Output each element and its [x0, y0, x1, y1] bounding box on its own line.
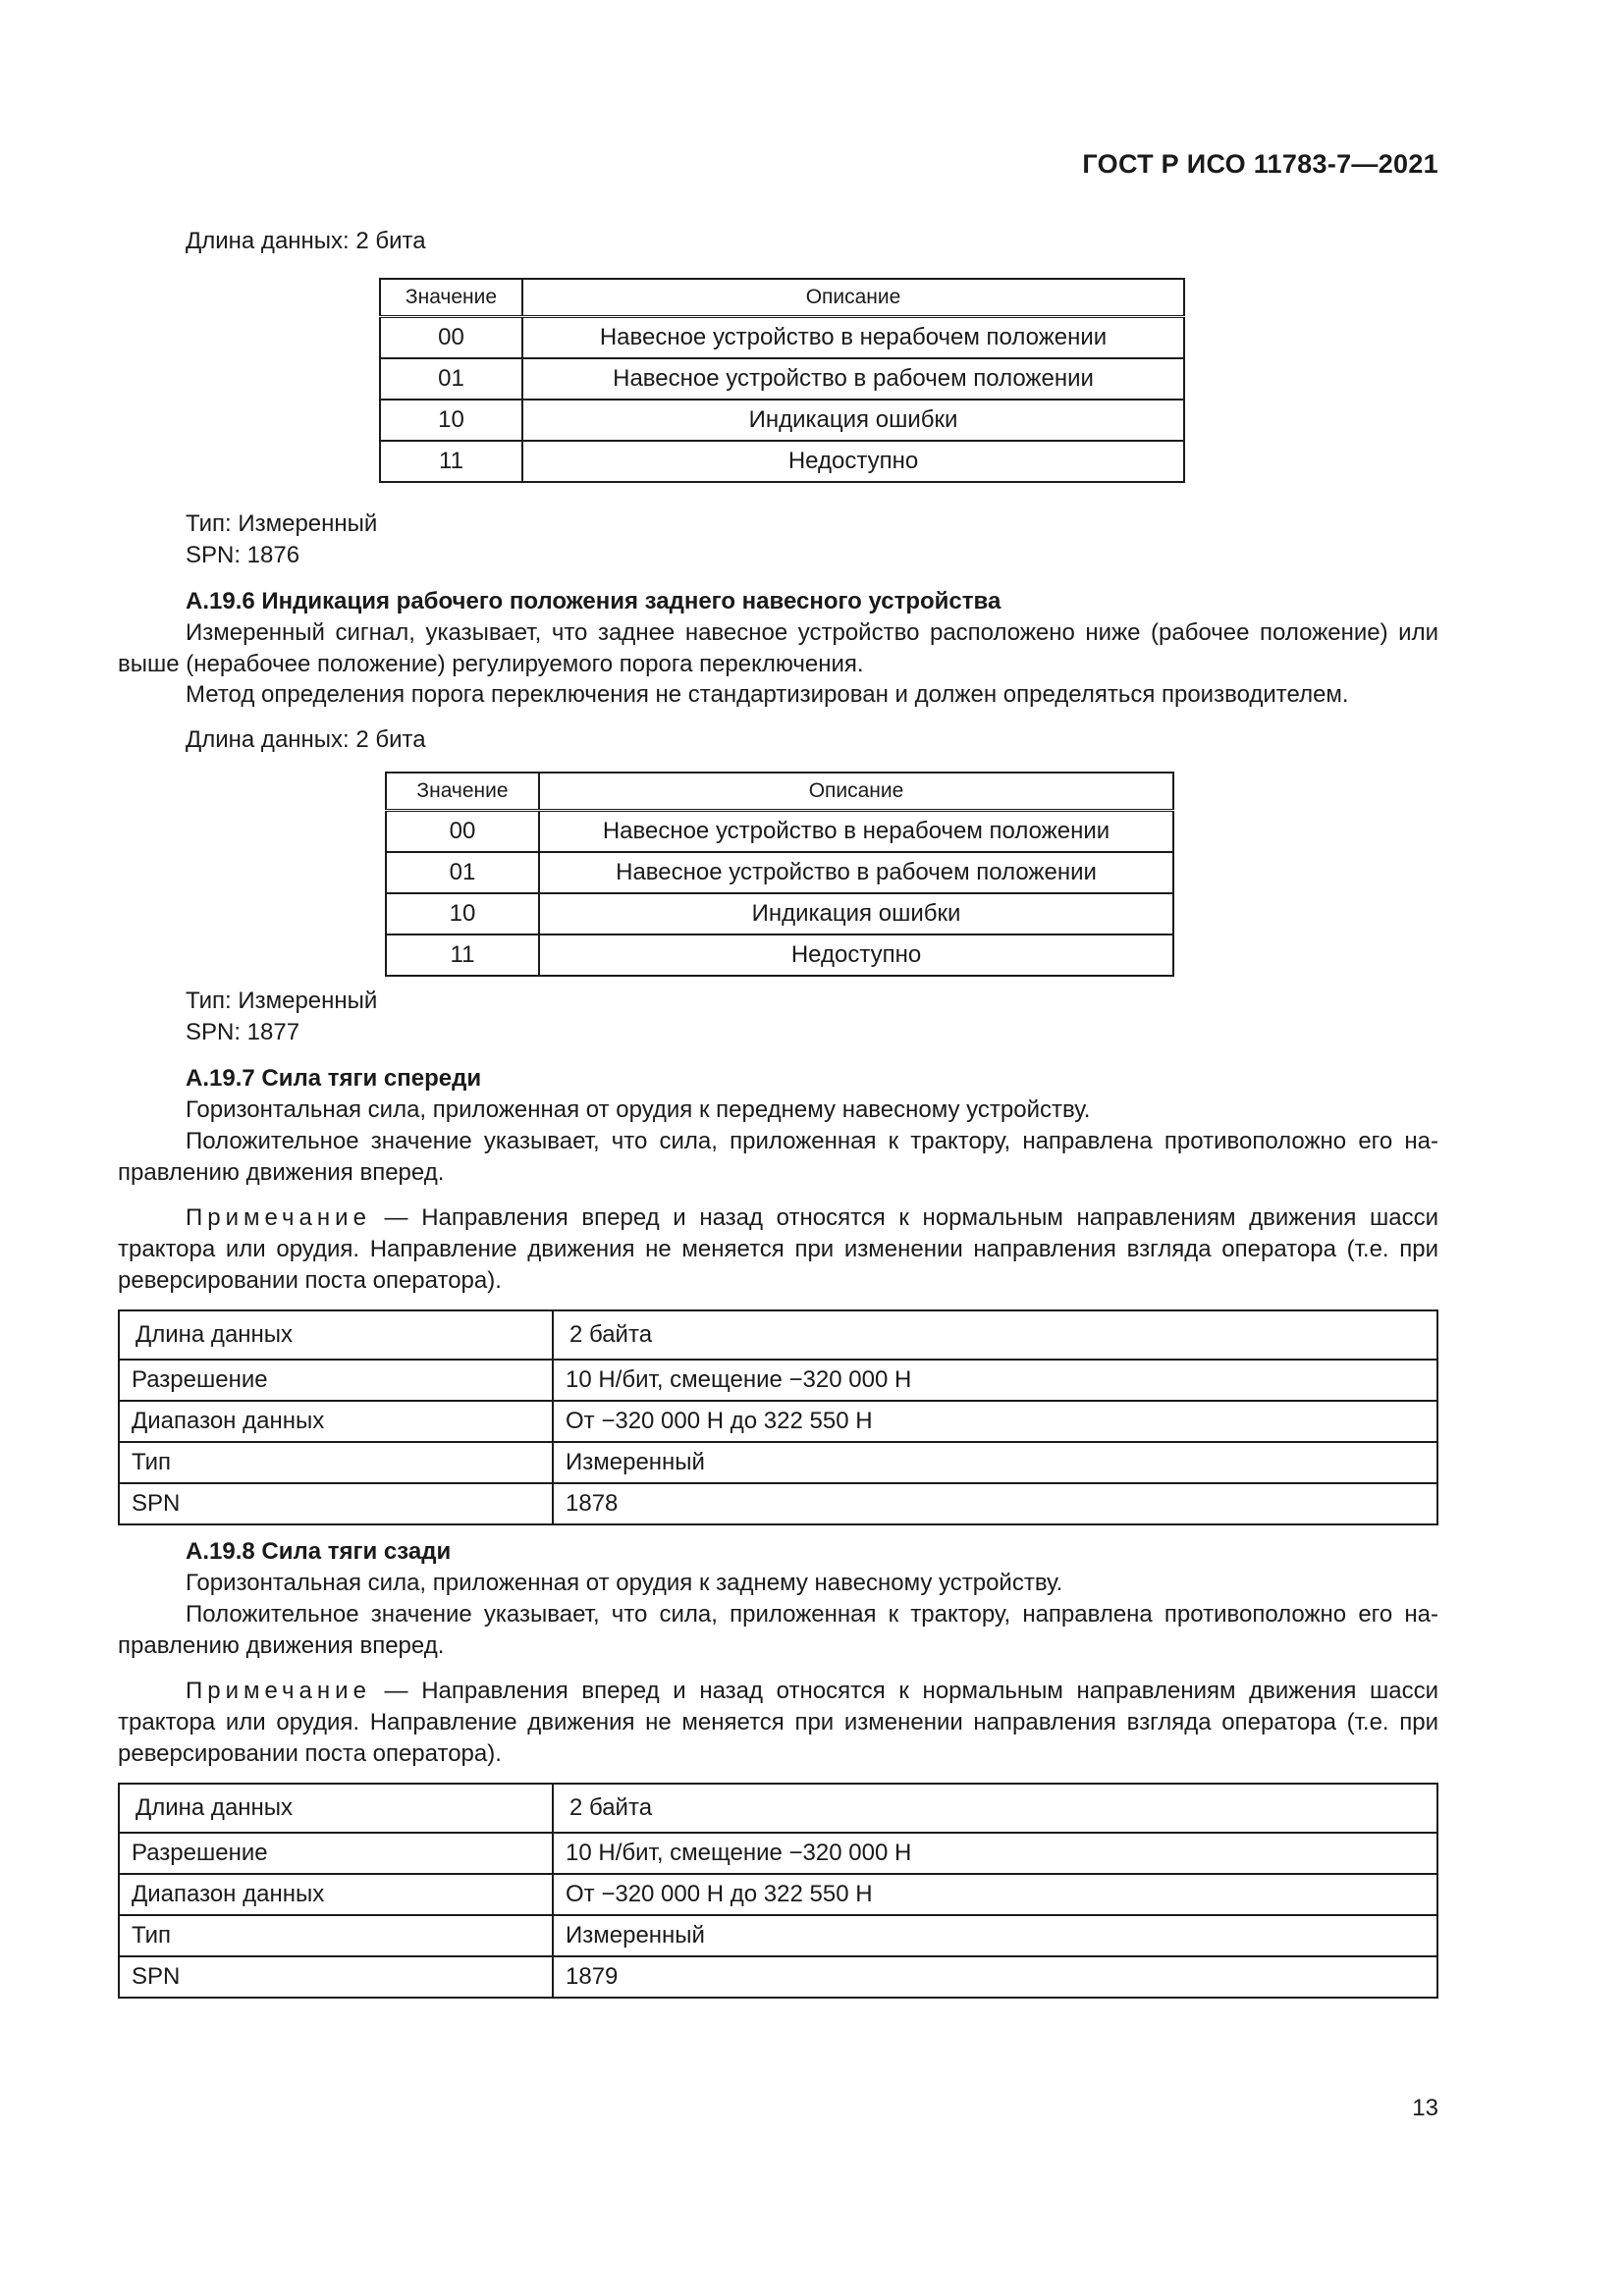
cell-value: 11	[380, 441, 522, 482]
parameters-table-2	[118, 1783, 1438, 1999]
cell-parameter-name: SPN	[119, 1956, 553, 1998]
cell-parameter-value: 1878	[553, 1483, 1437, 1524]
cell-parameter-name: Длина данных	[119, 1310, 553, 1360]
cell-parameter-name: Диапазон данных	[119, 1401, 553, 1442]
section-paragraph: Горизонтальная сила, приложенная от орудия к переднему навесному устройству.	[186, 1096, 1091, 1123]
column-header-description: Описание	[522, 279, 1184, 317]
cell-parameter-value: 10 Н/бит, смещение −320 000 Н	[553, 1833, 1437, 1874]
table-row	[380, 358, 1184, 400]
section-paragraph: Положительное значение указывает, что сила, приложенная к трактору, направлена противоположно его на-правлению движения вперед.	[118, 1128, 1438, 1186]
cell-parameter-name: Разрешение	[119, 1360, 553, 1401]
table-row	[380, 317, 1184, 359]
column-header-description: Описание	[539, 773, 1173, 811]
cell-value: 00	[380, 317, 522, 359]
section-heading-a197: A.19.7 Сила тяги спереди	[186, 1065, 482, 1092]
cell-description: Навесное устройство в нерабочем положении	[522, 317, 1184, 359]
cell-description: Навесное устройство в нерабочем положении	[539, 811, 1173, 853]
cell-parameter-value: Измеренный	[553, 1915, 1437, 1956]
document-header: ГОСТ Р ИСО 11783-7—2021	[1082, 149, 1438, 179]
cell-parameter-value: 10 Н/бит, смещение −320 000 Н	[553, 1360, 1437, 1401]
data-length-label: Длина данных: 2 бита	[186, 228, 426, 254]
section-heading-a198: A.19.8 Сила тяги сзади	[186, 1538, 452, 1565]
cell-description: Индикация ошибки	[522, 400, 1184, 441]
cell-description: Индикация ошибки	[539, 893, 1173, 934]
cell-description: Навесное устройство в рабочем положении	[522, 358, 1184, 400]
cell-parameter-value: От −320 000 Н до 322 550 Н	[553, 1401, 1437, 1442]
page-number: 13	[1412, 2095, 1438, 2121]
table-row	[119, 1833, 1437, 1874]
spn-label: SPN: 1876	[186, 542, 300, 568]
data-length-label: Длина данных: 2 бита	[186, 726, 426, 753]
table-row	[119, 1874, 1437, 1915]
type-label: Тип: Измеренный	[186, 988, 378, 1014]
cell-description: Недоступно	[522, 441, 1184, 482]
note-text: — Направления вперед и назад относятся к нормальным направлениям движения шасси трактора или орудия. Направление движения не меняется при изменении направления взгляда оператора (т.е. при реверсировании поста оператора).	[118, 1678, 1438, 1767]
table-header-row	[380, 279, 1184, 317]
note-paragraph	[118, 1202, 1438, 1297]
table-row	[386, 852, 1173, 893]
cell-description: Навесное устройство в рабочем положении	[539, 852, 1173, 893]
cell-value: 10	[380, 400, 522, 441]
table-row	[119, 1310, 1437, 1360]
section-paragraph: Измеренный сигнал, указывает, что заднее навесное устройство расположено ниже (рабочее положение) или выше (нерабочее положение) регулируемого порога переключения.	[118, 619, 1438, 677]
parameters-table-1	[118, 1309, 1438, 1525]
section-paragraph: Горизонтальная сила, приложенная от орудия к заднему навесному устройству.	[186, 1570, 1063, 1596]
note-text: — Направления вперед и назад относятся к нормальным направлениям движения шасси трактора или орудия. Направление движения не меняется при изменении направления взгляда оператора (т.е. при реверсировании поста оператора).	[118, 1204, 1438, 1294]
table-row	[119, 1401, 1437, 1442]
cell-parameter-name: Длина данных	[119, 1784, 553, 1833]
cell-parameter-name: SPN	[119, 1483, 553, 1524]
table-row	[386, 811, 1173, 853]
cell-value: 10	[386, 893, 539, 934]
cell-parameter-value: 2 байта	[553, 1784, 1437, 1833]
cell-description: Недоступно	[539, 934, 1173, 976]
table-row	[119, 1483, 1437, 1524]
table-row	[380, 441, 1184, 482]
table-row	[119, 1784, 1437, 1833]
cell-value: 11	[386, 934, 539, 976]
column-header-value: Значение	[380, 279, 522, 317]
note-paragraph	[118, 1676, 1438, 1770]
section-heading-a196: A.19.6 Индикация рабочего положения заднего навесного устройства	[186, 588, 1001, 614]
values-table-1	[379, 278, 1185, 483]
cell-value: 01	[380, 358, 522, 400]
cell-parameter-value: Измеренный	[553, 1442, 1437, 1483]
table-row	[386, 934, 1173, 976]
column-header-value: Значение	[386, 773, 539, 811]
cell-parameter-name: Тип	[119, 1442, 553, 1483]
cell-parameter-name: Разрешение	[119, 1833, 553, 1874]
table-row	[119, 1956, 1437, 1998]
note-label: Примечание	[186, 1678, 371, 1704]
type-label: Тип: Измеренный	[186, 510, 378, 537]
table-row	[119, 1915, 1437, 1956]
table-row	[119, 1442, 1437, 1483]
table-row	[386, 893, 1173, 934]
cell-parameter-value: 1879	[553, 1956, 1437, 1998]
cell-parameter-value: От −320 000 Н до 322 550 Н	[553, 1874, 1437, 1915]
cell-parameter-name: Тип	[119, 1915, 553, 1956]
table-header-row	[386, 773, 1173, 811]
section-paragraph: Положительное значение указывает, что сила, приложенная к трактору, направлена противоположно его на-правлению движения вперед.	[118, 1601, 1438, 1659]
cell-value: 01	[386, 852, 539, 893]
values-table-2	[385, 772, 1174, 977]
note-label: Примечание	[186, 1204, 371, 1231]
cell-parameter-value: 2 байта	[553, 1310, 1437, 1360]
table-row	[380, 400, 1184, 441]
section-paragraph: Метод определения порога переключения не стандартизирован и должен определяться производителем.	[186, 681, 1349, 708]
cell-value: 00	[386, 811, 539, 853]
table-row	[119, 1360, 1437, 1401]
spn-label: SPN: 1877	[186, 1019, 300, 1045]
cell-parameter-name: Диапазон данных	[119, 1874, 553, 1915]
